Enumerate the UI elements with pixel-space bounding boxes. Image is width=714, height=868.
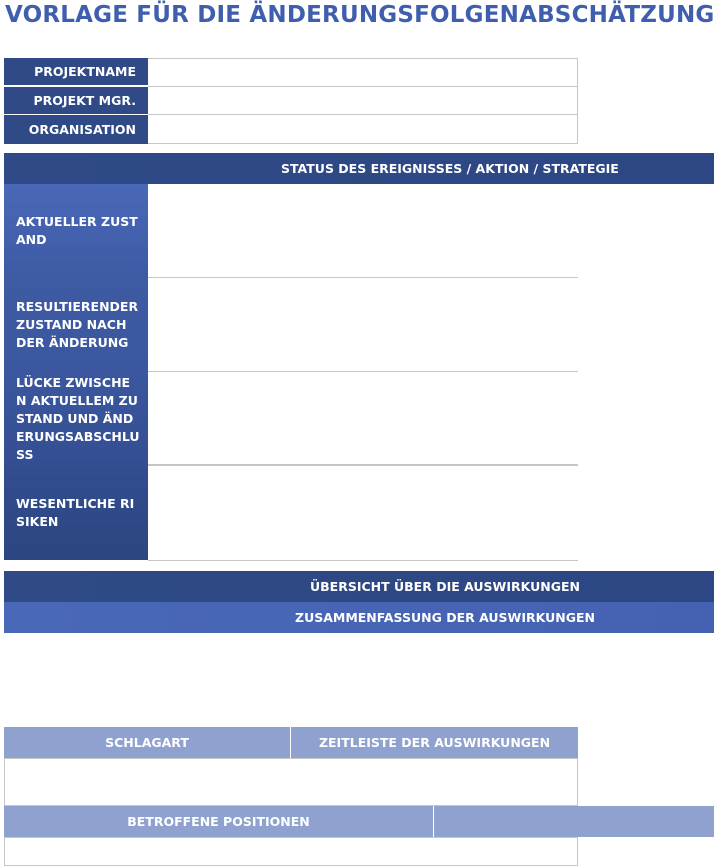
resulting-state-field[interactable] (148, 278, 578, 372)
organisation-field[interactable] (148, 114, 578, 144)
key-risks-field[interactable] (148, 466, 578, 561)
gap-label: LÜCKE ZWISCHEN AKTUELLEM ZUSTAND UND ÄNDERUNGSABSCHLUSS (4, 372, 148, 466)
gap-field[interactable] (148, 372, 578, 466)
status-section-header (4, 153, 714, 184)
affected-positions-header-2 (434, 806, 714, 837)
impact-summary-header: ZUSAMMENFASSUNG DER AUSWIRKUNGEN (4, 602, 714, 633)
impact-type-field[interactable] (4, 758, 292, 806)
impact-type-header: SCHLAGART (4, 727, 291, 758)
current-state-label: AKTUELLER ZUSTAND (4, 184, 148, 278)
affected-positions-field-2[interactable] (434, 837, 578, 866)
impact-summary-field[interactable] (4, 633, 578, 727)
impact-timeline-header: ZEITLEISTE DER AUSWIRKUNGEN (291, 727, 578, 758)
project-name-label: PROJEKTNAME (4, 58, 148, 86)
project-name-field[interactable] (148, 58, 578, 87)
key-risks-label: WESENTLICHE RISIKEN (4, 466, 148, 560)
project-mgr-field[interactable] (148, 86, 578, 115)
status-section-header-text: STATUS DES EREIGNISSES / AKTION / STRATEGIE (281, 161, 619, 176)
resulting-state-label: RESULTIERENDER ZUSTAND NACH DER ÄNDERUNG (4, 278, 148, 372)
impact-overview-header: ÜBERSICHT ÜBER DIE AUSWIRKUNGEN (4, 571, 714, 602)
current-state-field[interactable] (148, 184, 578, 278)
affected-positions-field[interactable] (4, 837, 435, 866)
affected-positions-header: BETROFFENE POSITIONEN (4, 806, 434, 837)
organisation-label: ORGANISATION (4, 115, 148, 144)
project-mgr-label: PROJEKT MGR. (4, 87, 148, 115)
page-title: VORLAGE FÜR DIE ÄNDERUNGSFOLGENABSCHÄTZUNG (5, 2, 714, 28)
impact-timeline-field[interactable] (291, 758, 578, 806)
